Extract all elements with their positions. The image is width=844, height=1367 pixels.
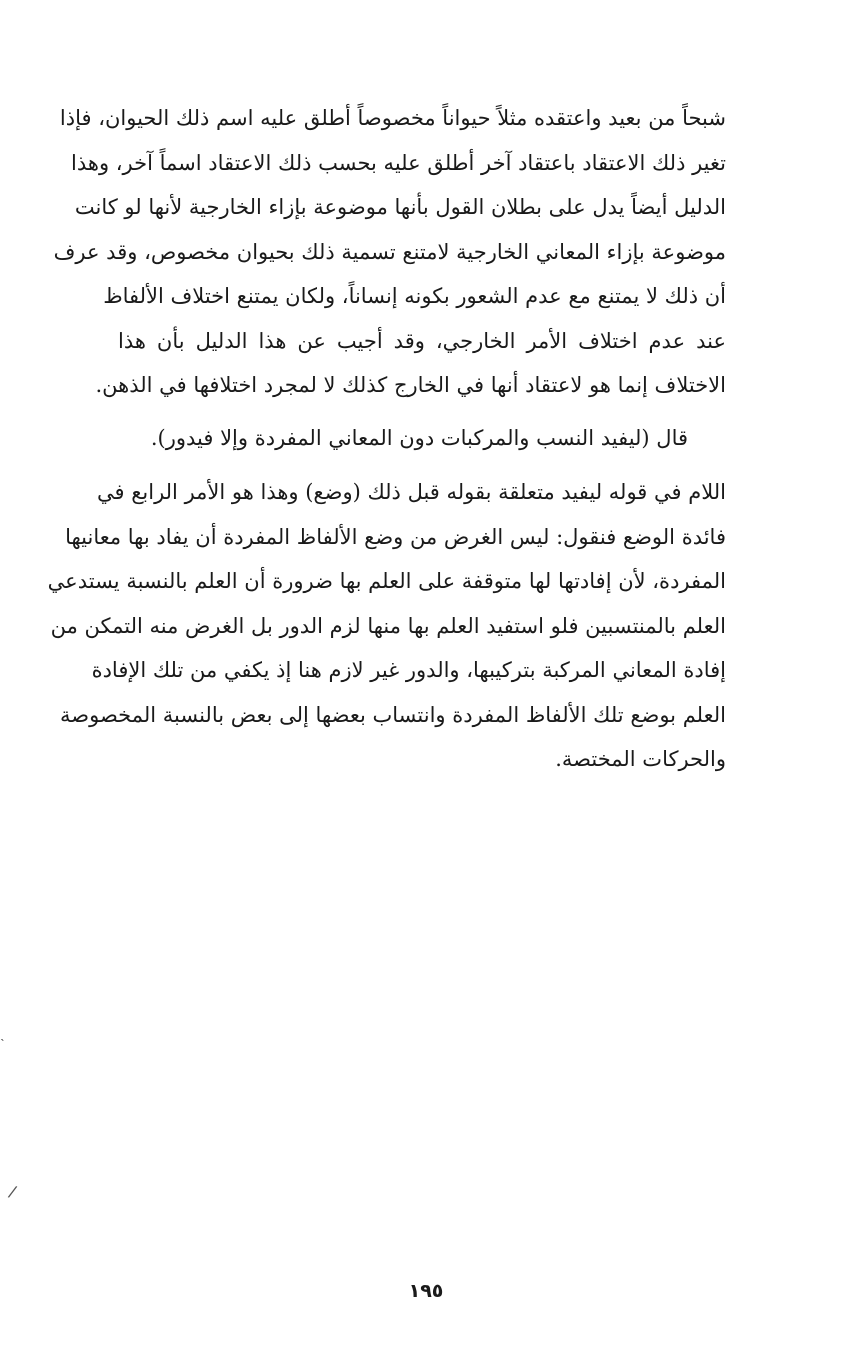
text-line: أن ذلك لا يمتنع مع عدم الشعور بكونه إنساناً، ولكان يمتنع اختلاف الألفاظ <box>103 284 726 308</box>
text-line: والحركات المختصة. <box>555 747 726 771</box>
text-line: إفادة المعاني المركبة بتركيبها، والدور غير لازم هنا إذ يكفي من تلك الإفادة <box>91 658 726 682</box>
text-line: المفردة، لأن إفادتها لها متوقفة على العلم بها ضرورة أن العلم بالنسبة يستدعي <box>47 569 726 593</box>
text-line: موضوعة بإزاء المعاني الخارجية لامتنع تسمية ذلك بحيوان مخصوص، وقد عرف <box>53 239 726 264</box>
paragraph-3 <box>47 470 726 782</box>
margin-scan-mark: ˴ <box>0 1031 5 1047</box>
text-line: العلم بوضع تلك الألفاظ المفردة وانتساب بعضها إلى بعض بالنسبة المخصوصة <box>60 702 726 727</box>
page-number: ١٩٥ <box>408 1280 444 1302</box>
text-line: شبحاً من بعيد واعتقده مثلاً حيواناً مخصوصاً أطلق عليه اسم ذلك الحيوان، فإذا <box>59 106 726 130</box>
paragraph-2-quote <box>118 416 726 461</box>
text-line: قال (ليفيد النسب والمركبات دون المعاني المفردة وإلا فيدور). <box>150 426 688 450</box>
paragraph-1 <box>53 96 726 408</box>
text-line: اللام في قوله ليفيد متعلقة بقوله قبل ذلك (وضع) وهذا هو الأمر الرابع في <box>97 480 726 504</box>
text-line: عند عدم اختلاف الأمر الخارجي، وقد أجيب عن هذا الدليل بأن هذا <box>118 328 726 353</box>
text-line: تغير ذلك الاعتقاد باعتقاد آخر أطلق عليه بحسب ذلك الاعتقاد اسماً آخر، وهذا <box>71 150 726 175</box>
text-line: العلم بالمنتسبين فلو استفيد العلم بها منها لزم الدور بل الغرض منه التمكن من <box>50 613 726 638</box>
text-line: الاختلاف إنما هو لاعتقاد أنها في الخارج كذلك لا لمجرد اختلافها في الذهن. <box>95 373 726 397</box>
text-line: فائدة الوضع فنقول: ليس الغرض من وضع الألفاظ المفردة أن يفاد بها معانيها <box>65 524 726 549</box>
margin-scan-mark: / <box>6 1181 19 1202</box>
text-line: الدليل أيضاً يدل على بطلان القول بأنها موضوعة بإزاء الخارجية لأنها لو كانت <box>74 195 726 219</box>
